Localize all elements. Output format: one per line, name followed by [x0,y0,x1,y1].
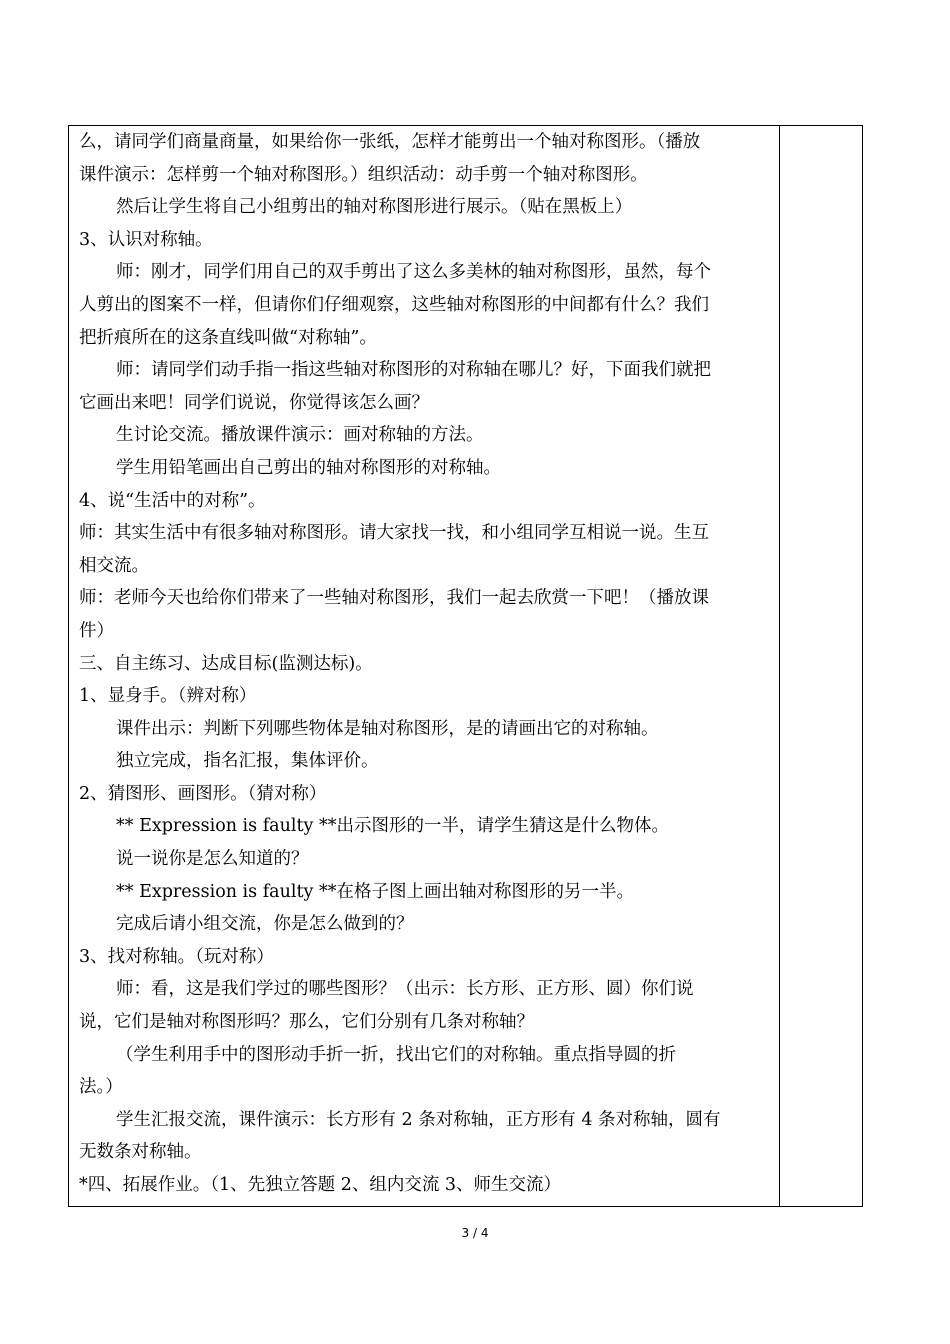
text-line: 学生汇报交流，课件演示：长方形有 2 条对称轴，正方形有 4 条对称轴，圆有 [116,1109,721,1130]
text-line: 学生用铅笔画出自己剪出的轴对称图形的对称轴。 [116,457,501,478]
text-line: 说一说你是怎么知道的？ [116,849,309,870]
text-line: ** Expression is faulty **出示图形的一半，请学生猜这是什么物体。 [116,816,669,837]
text-line: 么，请同学们商量商量，如果给你一张纸，怎样才能剪出一个轴对称图形。（播放 [79,132,701,152]
text-line: 三、自主练习、达成目标(监测达标)。 [79,653,373,674]
text-line: *四、拓展作业。（1、先独立答题 2、组内交流 3、师生交流） [79,1175,562,1195]
text-line: 课件出示：判断下列哪些物体是轴对称图形，是的请画出它的对称轴。 [116,718,659,739]
text-line: 师：请同学们动手指一指这些轴对称图形的对称轴在哪儿？好，下面我们就把 [116,360,711,381]
lesson-content [79,126,772,1202]
text-line: 生讨论交流。播放课件演示：画对称轴的方法。 [116,425,484,446]
text-line: 把折痕所在的这条直线叫做“对称轴”。 [79,327,377,348]
text-line: 人剪出的图案不一样，但请你们仔细观察，这些轴对称图形的中间都有什么？我们 [79,294,709,315]
text-line: ** Expression is faulty **在格子图上画出轴对称图形的另一半。 [116,881,634,902]
text-line: 师：其实生活中有很多轴对称图形。请大家找一找，和小组同学互相说一说。生互 [79,523,709,544]
text-line: 然后让学生将自己小组剪出的轴对称图形进行展示。（贴在黑板上） [116,197,633,218]
text-line: 完成后请小组交流，你是怎么做到的？ [116,914,414,935]
text-line: 法。） [79,1077,123,1098]
text-line: 课件演示：怎样剪一个轴对称图形。）组织活动：动手剪一个轴对称图形。 [79,164,648,185]
column-divider [779,126,780,1206]
lesson-table [68,125,863,1207]
text-line: 3、找对称轴。（玩对称） [79,946,274,967]
text-line: 师：老师今天也给你们带来了一些轴对称图形，我们一起去欣赏一下吧！（播放课 [79,588,709,609]
text-line: 师：看，这是我们学过的哪些图形？（出示：长方形、正方形、圆）你们说 [116,979,694,1000]
text-line: 它画出来吧！同学们说说，你觉得该怎么画？ [79,392,429,413]
text-line: 4、说“生活中的对称”。 [79,490,266,511]
text-line: 件） [79,620,114,641]
text-line: 1、显身手。（辨对称） [79,686,257,707]
text-line: 2、猜图形、画图形。（猜对称） [79,783,327,804]
text-line: 相交流。 [79,555,149,576]
text-line: 师：刚才，同学们用自己的双手剪出了这么多美林的轴对称图形，虽然，每个 [116,262,711,283]
page-number: 3 / 4 [461,1226,489,1240]
text-line: 说，它们是轴对称图形吗？那么，它们分别有几条对称轴？ [79,1012,534,1033]
text-line: 无数条对称轴。 [79,1142,202,1163]
text-line: 3、认识对称轴。 [79,229,213,250]
text-line: 独立完成，指名汇报，集体评价。 [116,751,379,772]
text-line: （学生利用手中的图形动手折一折，找出它们的对称轴。重点指导圆的折 [116,1044,676,1065]
